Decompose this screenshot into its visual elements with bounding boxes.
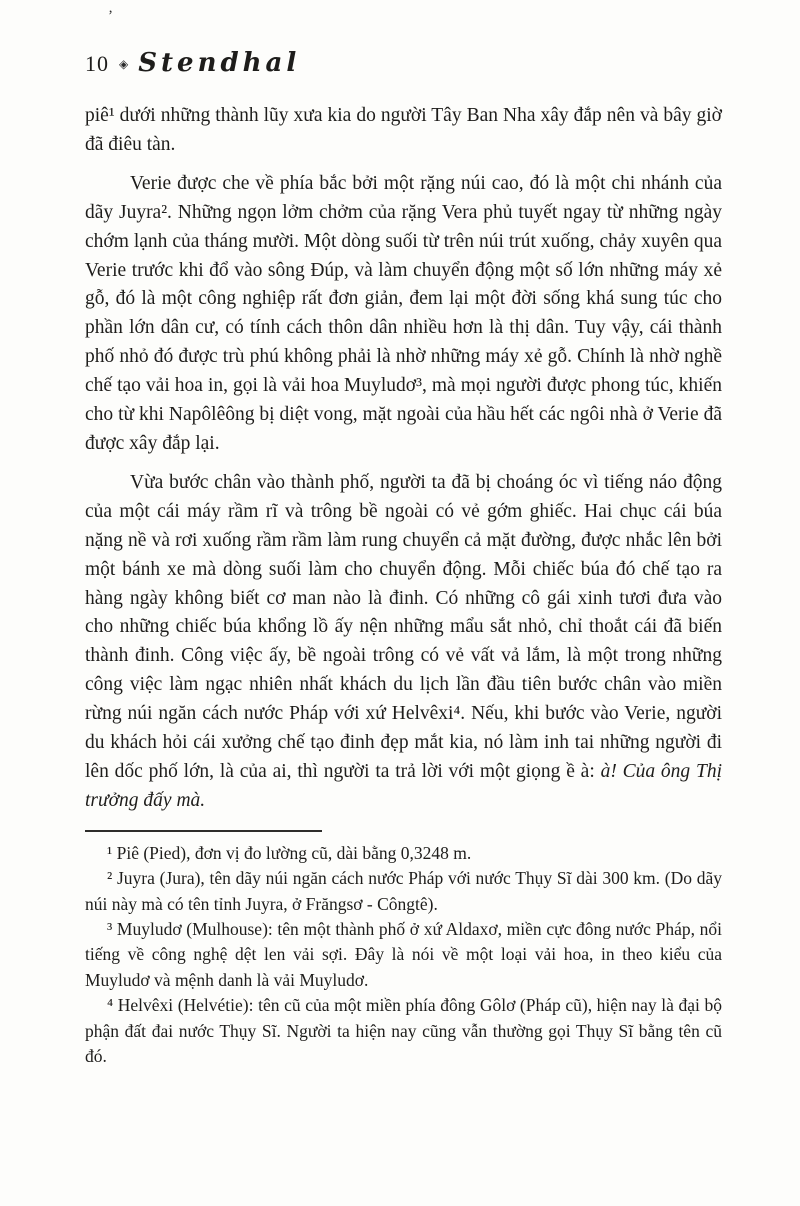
footnote-divider: [85, 830, 322, 832]
page-number: 10: [85, 51, 109, 76]
author-name: Stendhal: [138, 48, 301, 78]
body-text: [85, 102, 722, 816]
paragraph: [85, 170, 722, 459]
footnote: ² Juyra (Jura), tên dãy núi ngăn cách nước Pháp với nước Thụy Sĩ dài 300 km. (Do dãy núi này mà có tên tỉnh Juyra, ở Frăngsơ - Côngtê).: [85, 868, 722, 914]
footnote: ¹ Piê (Pied), đơn vị đo lường cũ, dài bằng 0,3248 m.: [107, 842, 472, 863]
italic-phrase: à! Của ông Thị trưởng đấy mà.: [85, 760, 723, 811]
text-run: piê¹ dưới những thành lũy xưa kia do người Tây Ban Nha xây đắp nên và bây giờ đã điêu tàn.: [85, 105, 722, 155]
footnotes-section: [85, 830, 722, 1070]
scan-artifact-mark: ’: [108, 8, 113, 24]
page-content: [85, 48, 722, 1069]
footnote: ⁴ Helvêxi (Helvétie): tên cũ của một miền phía đông Gôlơ (Pháp cũ), hiện nay là đại bộ phận đất đai nước Thụy Sĩ. Người ta hiện nay cũng vẫn thường gọi Thụy Sĩ bằng tên cũ đó.: [85, 995, 722, 1066]
paragraph: [85, 469, 722, 816]
paragraph: [85, 102, 722, 160]
running-header: [85, 48, 722, 78]
footnote: ³ Muyludơ (Mulhouse): tên một thành phố ở xứ Aldaxơ, miền cực đông nước Pháp, nổi tiếng về công nghệ dệt len vải sợi. Đây là nói về một loại vải hoa, in theo kiểu của Muyludơ và mệnh danh là vải Muyludơ.: [85, 918, 722, 990]
text-run: Vừa bước chân vào thành phố, người ta đã bị choáng óc vì tiếng náo động của một cái máy rầm rĩ và trông bề ngoài có vẻ gớm ghiếc. Hai chục cái búa nặng nề và rơi xuống rầm rầm làm rung chuyển cả mặt đường, được nhắc lên bởi một bánh xe mà dòng suối làm cho chuyển động. Mỗi chiếc búa đó chế tạo ra hàng ngày không biết cơ man nào là đinh. Có những cô gái xinh tươi đưa vào cho những chiếc búa khổng lồ ấy nện những mẩu sắt nhỏ, chỉ thoắt cái đã biến thành đinh. Công việc ấy, bề ngoài trông có vẻ vất vả lắm, là một trong những công việc làm ngạc nhiên nhất khách du lịch lần đầu tiên bước chân vào miền rừng núi ngăn cách nước Pháp với xứ Helvêxi⁴. Nếu, khi bước vào Verie, người du khách hỏi cái xưởng chế tạo đinh đẹp mắt kia, nó làm inh tai những người đi lên dốc phố lớn, là của ai, thì người ta trả lời với một giọng ề à:: [85, 471, 722, 782]
diamond-separator-icon: ◈: [119, 57, 129, 71]
text-run: Verie được che về phía bắc bởi một rặng núi cao, đó là một chi nhánh của dãy Juyra². Những ngọn lởm chởm của rặng Vera phủ tuyết ngay từ những ngày chớm lạnh của tháng mười. Một dòng suối từ trên núi trút xuống, chảy xuyên qua Verie trước khi đổ vào sông Đúp, và làm chuyển động một số lớn những máy xẻ gỗ, đó là một công nghiệp rất đơn giản, đem lại một đời sống khá sung túc cho phần lớn dân cư, có tính cách thôn dân nhiều hơn là thị dân. Tuy vậy, cái thành phố nhỏ đó được trù phú không phải là nhờ những máy xẻ gỗ. Chính là nhờ nghề chế tạo vải hoa in, gọi là vải hoa Muyludơ³, mà mọi người được phong túc, khiến cho từ khi Napôlêông bị diệt vong, mặt ngoài của hầu hết các ngôi nhà ở Verie đã được xây đắp lại.: [85, 172, 722, 454]
footnotes-list: [85, 841, 722, 1070]
